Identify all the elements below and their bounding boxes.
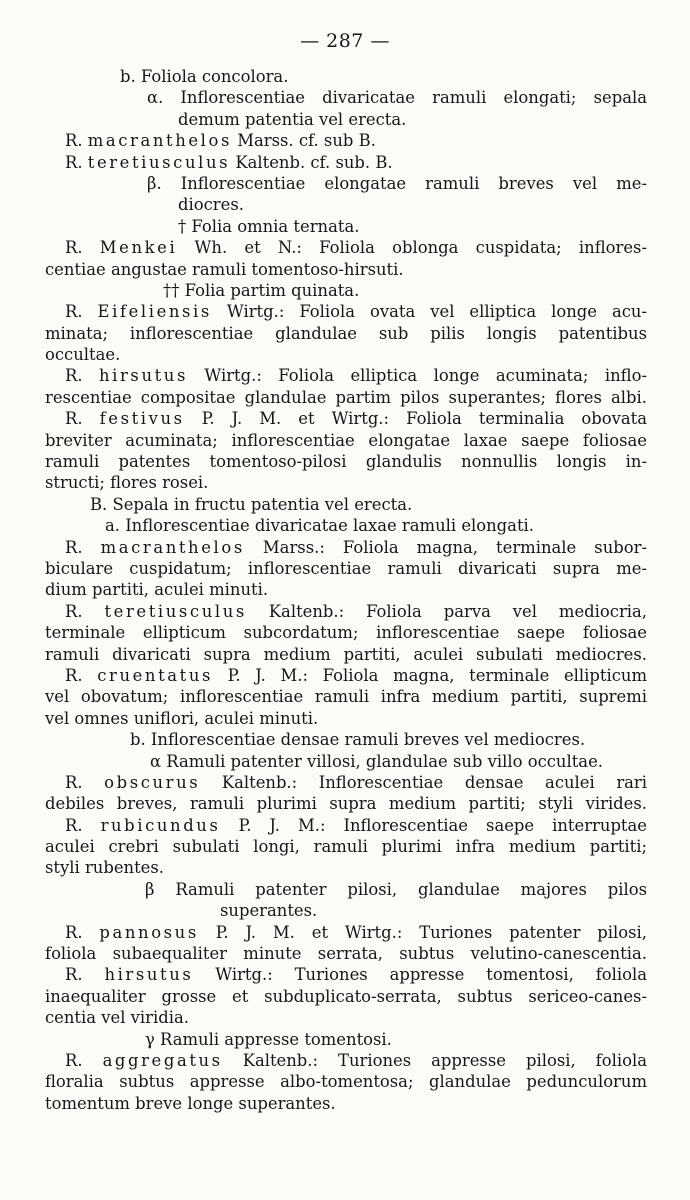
species-name: festivus — [99, 409, 185, 429]
text-line: R. teretiusculus Kaltenb. cf. sub. B. — [65, 152, 393, 172]
text-line: terminale ellipticum subcordatum; inflorescentiae saepe foliosae — [45, 623, 647, 643]
text-line: diocres. — [178, 195, 244, 215]
text-line: foliola subaequaliter minute serrata, subtus velutino-canescentia. — [45, 944, 647, 964]
species-name: obscurus — [104, 772, 201, 792]
text-line: R. teretiusculus Kaltenb.: Foliola parva vel mediocria, — [65, 601, 647, 621]
text-line: R. festivus P. J. M. et Wirtg.: Foliola terminalia obovata — [65, 409, 647, 429]
species-name: aggregatus — [102, 1050, 223, 1070]
species-name: hirsutus — [104, 965, 194, 985]
text-line: inaequaliter grosse et subduplicato-serrata, subtus sericeo-canes- — [45, 986, 647, 1006]
text-line: R. cruentatus P. J. M.: Foliola magna, terminale ellipticum — [65, 665, 647, 685]
page-number: — 287 — — [300, 30, 390, 52]
text-line: R. hirsutus Wirtg.: Foliola elliptica longe acuminata; inflo- — [65, 366, 647, 386]
species-name: macranthelos — [87, 131, 232, 151]
text-line: biculare cuspidatum; inflorescentiae ramuli divaricati supra me- — [45, 558, 647, 578]
species-name: macranthelos — [100, 537, 245, 557]
text-line: R. pannosus P. J. M. et Wirtg.: Turiones patenter pilosi, — [65, 922, 647, 942]
text-line: R. Menkei Wh. et N.: Foliola oblonga cuspidata; inflores- — [65, 238, 647, 258]
species-name: Eifeliensis — [97, 302, 212, 322]
species-name: Menkei — [99, 238, 178, 258]
text-line: †† Folia partim quinata. — [163, 280, 360, 300]
text-line: rescentiae compositae glandulae partim pilos superantes; flores albi. — [45, 387, 647, 407]
text-line: vel obovatum; inflorescentiae ramuli infra medium partiti, supremi — [45, 687, 647, 707]
text-line: structi; flores rosei. — [45, 473, 209, 493]
text-line: vel omnes uniflori, aculei minuti. — [45, 708, 319, 728]
text-line: β Ramuli patenter pilosi, glandulae majores pilos — [145, 879, 647, 899]
text-line: R. rubicundus P. J. M.: Inflorescentiae saepe interruptae — [65, 815, 647, 835]
text-line: R. hirsutus Wirtg.: Turiones appresse tomentosi, foliola — [65, 965, 647, 985]
text-line: styli rubentes. — [45, 858, 165, 878]
text-line: ramuli patentes tomentoso-pilosi glandulis nonnullis longis in- — [45, 452, 647, 472]
text-line: demum patentia vel erecta. — [178, 109, 407, 129]
page-body — [45, 66, 647, 1114]
text-line: debiles breves, ramuli plurimi supra medium partiti; styli virides. — [45, 794, 647, 814]
text-line: ramuli divaricati supra medium partiti, aculei subulati mediocres. — [45, 644, 647, 664]
text-line: breviter acuminata; inflorescentiae elongatae laxae saepe foliosae — [45, 430, 647, 450]
text-line: R. obscurus Kaltenb.: Inflorescentiae densae aculei rari — [65, 772, 647, 792]
text-line: α Ramuli patenter villosi, glandulae sub villo occultae. — [150, 751, 603, 771]
text-line: † Folia omnia ternata. — [178, 216, 360, 236]
text-line: R. macranthelos Marss. cf. sub B. — [65, 131, 376, 151]
species-name: teretiusculus — [87, 152, 231, 172]
species-name: teretiusculus — [104, 601, 247, 621]
text-line: floralia subtus appresse albo-tomentosa; glandulae pedunculorum — [45, 1072, 647, 1092]
text-line: β. Inflorescentiae elongatae ramuli breves vel me- — [147, 173, 647, 193]
text-line: b. Inflorescentiae densae ramuli breves vel mediocres. — [130, 730, 586, 750]
species-name: cruentatus — [97, 665, 213, 685]
text-line: minata; inflorescentiae glandulae sub pilis longis patentibus — [45, 323, 647, 343]
text-line: occultae. — [45, 345, 121, 365]
species-name: hirsutus — [99, 366, 188, 386]
text-line: a. Inflorescentiae divaricatae laxae ramuli elongati. — [105, 516, 534, 536]
text-line: γ Ramuli appresse tomentosi. — [145, 1029, 392, 1049]
text-line: centiae angustae ramuli tomentoso-hirsuti. — [45, 259, 404, 279]
text-line: aculei crebri subulati longi, ramuli plurimi infra medium partiti; — [45, 837, 647, 857]
text-line: dium partiti, aculei minuti. — [45, 580, 269, 600]
text-line: B. Sepala in fructu patentia vel erecta. — [90, 494, 413, 514]
text-line: R. aggregatus Kaltenb.: Turiones appresse pilosi, foliola — [65, 1050, 647, 1070]
text-line: superantes. — [220, 901, 318, 921]
species-name: pannosus — [99, 922, 199, 942]
text-line: centia vel viridia. — [45, 1008, 189, 1028]
text-line: R. Eifeliensis Wirtg.: Foliola ovata vel elliptica longe acu- — [65, 302, 647, 322]
species-name: rubicundus — [100, 815, 221, 835]
text-line: α. Inflorescentiae divaricatae ramuli elongati; sepala — [147, 88, 647, 108]
text-line: b. Foliola concolora. — [120, 67, 289, 86]
text-line: tomentum breve longe superantes. — [45, 1093, 336, 1113]
text-line: R. macranthelos Marss.: Foliola magna, terminale subor- — [65, 537, 647, 557]
